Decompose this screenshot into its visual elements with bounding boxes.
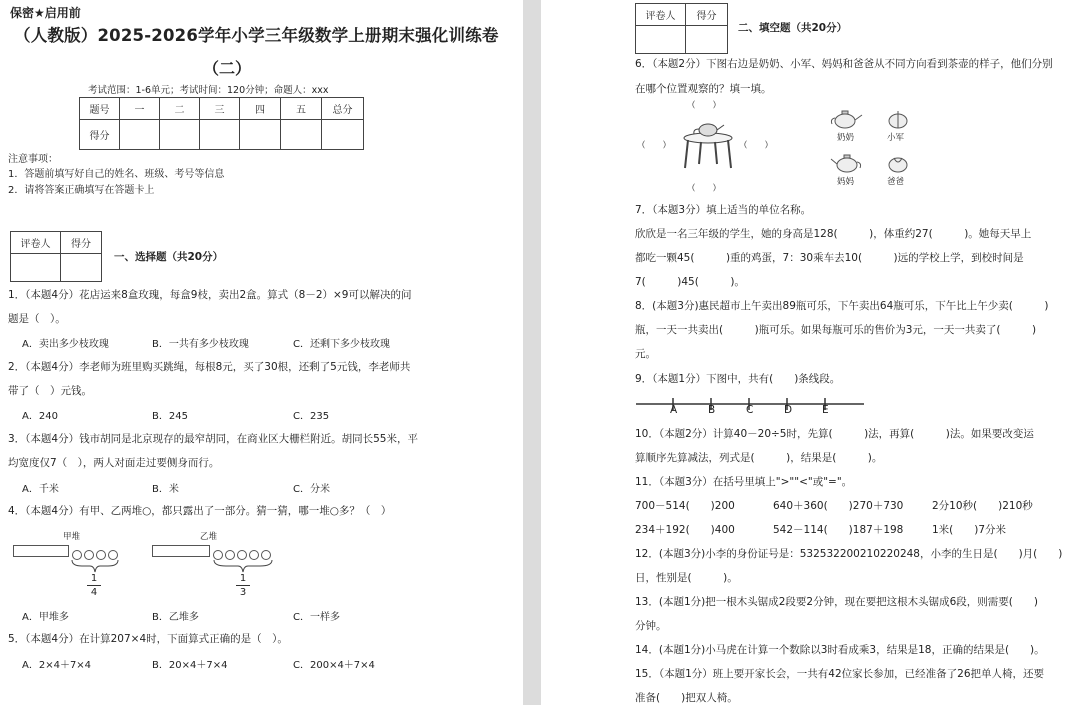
pile-jia-label: 甲堆 <box>63 532 81 542</box>
pile-yi-label: 乙堆 <box>200 532 218 542</box>
question-13-text: 分钟。 <box>635 620 667 632</box>
confidential-label: 保密★启用前 <box>10 6 81 20</box>
score-row-label: 得分 <box>80 120 120 150</box>
question-2-text: 2．（本题4分）李老师为班里购买跳绳，每根8元，买了30根，还剩了5元钱，李老师共 <box>8 361 411 373</box>
question-10-text: 10．（本题2分）计算40－20÷5时，先算( )法，再算( )法。如果要改变运 <box>635 428 1034 440</box>
grader-score-cell[interactable] <box>61 254 102 282</box>
q11-item: 700－514( )200 <box>635 500 735 512</box>
pile-yi-brace-icon <box>212 558 274 574</box>
question-15-text: 准备( )把双人椅。 <box>635 692 738 704</box>
score-cell[interactable] <box>200 120 240 150</box>
question-14-text: 14．(本题1分)小马虎在计算一个数除以3时看成乘3，结果是18，正确的结果是( )。 <box>635 644 1045 656</box>
section-1-title: 一、选择题（共20分） <box>114 251 224 263</box>
question-3-text: 3．（本题4分）钱市胡同是北京现存的最窄胡同，在商业区大栅栏附近。胡同长55米，平 <box>8 433 418 445</box>
question-1-text: 题是（ ）。 <box>8 313 66 325</box>
score-table-header: 四 <box>240 98 281 120</box>
question-8-text: 8．(本题3分)惠民超市上午卖出89瓶可乐，下午卖出64瓶可乐，下午比上午少卖( ) <box>635 300 1049 312</box>
q2-option-a[interactable]: A．240 <box>22 411 58 422</box>
question-15-text: 15．（本题1分）班上要开家长会，一共有42位家长参加，已经准备了26把单人椅，还要 <box>635 668 1045 680</box>
fraction-bar <box>236 585 250 586</box>
question-7-text: 7( )45( )。 <box>635 276 745 288</box>
teapot-view-icon <box>886 152 910 174</box>
fraction-numerator: 1 <box>90 573 98 584</box>
point-label: A <box>670 404 678 416</box>
question-11-text: 11．（本题3分）在括号里填上">""<"或"="。 <box>635 476 853 488</box>
fraction-numerator: 1 <box>239 573 247 584</box>
q11-item: 234＋192( )400 <box>635 524 735 536</box>
pile-jia-brace-icon <box>70 558 120 574</box>
question-6-text: 在哪个位置观察的？填一填。 <box>635 83 772 95</box>
q6-blank-right[interactable]: （ ） <box>739 141 774 151</box>
q2-option-c[interactable]: C．235 <box>293 411 330 422</box>
question-5-text: 5．（本题4分）在计算207×4时，下面算式正确的是（ ）。 <box>8 633 288 645</box>
question-8-text: 元。 <box>635 348 656 360</box>
question-10-text: 算顺序先算减法，列式是( )，结果是( )。 <box>635 452 883 464</box>
score-table-header: 二 <box>160 98 200 120</box>
view-label-dad: 爸爸 <box>887 177 905 187</box>
q6-blank-bottom[interactable]: （ ） <box>687 184 722 194</box>
question-9-text: 9．（本题1分）下图中，共有( )条线段。 <box>635 373 841 385</box>
question-3-text: 均宽度仅7（ ），两人对面走过要侧身而行。 <box>8 457 220 469</box>
q11-item: 640＋360( )270＋730 <box>773 500 904 512</box>
question-13-text: 13．(本题1分)把一根木头锯成2段要2分钟，现在要把这根木头锯成6段，则需要( ) <box>635 596 1038 608</box>
question-6-text: 6．（本题2分）下图右边是奶奶、小军、妈妈和爸爸从不同方向看到茶壶的样子，他们分别 <box>635 58 1053 70</box>
question-2-text: 带了（ ）元钱。 <box>8 385 92 397</box>
exam-title: （人教版）2025-2026学年小学三年级数学上册期末强化训练卷 <box>14 26 499 45</box>
q4-option-b[interactable]: B．乙堆多 <box>152 612 199 623</box>
q5-option-b[interactable]: B．20×4＋7×4 <box>152 660 228 671</box>
grader-cell[interactable] <box>636 26 686 54</box>
q11-item: 542－114( )187＋198 <box>773 524 904 536</box>
teapot-on-stool-icon <box>681 118 735 172</box>
point-label: C <box>746 404 754 416</box>
point-label: D <box>784 404 793 416</box>
score-table-header: 总分 <box>322 98 364 120</box>
score-table-header: 一 <box>120 98 160 120</box>
q6-blank-top[interactable]: （ ） <box>687 101 722 111</box>
score-table <box>79 97 364 150</box>
grader-score-label: 得分 <box>686 4 728 26</box>
fraction-denominator: 4 <box>90 587 98 598</box>
question-7-text: 都吃一颗45( )重的鸡蛋，7：30乘车去10( )远的学校上学，到校时间是 <box>635 252 1024 264</box>
question-12-text: 日，性别是( )。 <box>635 572 738 584</box>
q6-blank-left[interactable]: （ ） <box>637 141 672 151</box>
note-item: 1．答题前填写好自己的姓名、班级、考号等信息 <box>8 169 225 180</box>
question-7-text: 7．（本题3分）填上适当的单位名称。 <box>635 204 812 216</box>
score-cell[interactable] <box>281 120 322 150</box>
score-cell[interactable] <box>240 120 281 150</box>
q1-option-c[interactable]: C．还剩下多少枝玫瑰 <box>293 339 390 350</box>
grader-label: 评卷人 <box>636 4 686 26</box>
teapot-view-icon <box>886 108 910 130</box>
grader-box <box>635 3 728 54</box>
q3-option-b[interactable]: B．米 <box>152 484 179 495</box>
section-2-title: 二、填空题（共20分） <box>738 22 848 34</box>
pile-yi-hidden-bar <box>152 545 210 557</box>
question-8-text: 瓶，一天一共卖出( )瓶可乐。如果每瓶可乐的售价为3元，一天一共卖了( ) <box>635 324 1037 336</box>
page-gutter <box>523 0 541 705</box>
fraction-jia <box>87 573 101 598</box>
teapot-view-icon <box>829 108 865 130</box>
view-label-xiaojun: 小军 <box>887 133 905 143</box>
score-table-header: 三 <box>200 98 240 120</box>
left-page <box>0 0 523 705</box>
grader-score-cell[interactable] <box>686 26 728 54</box>
exam-subtitle: （二） <box>203 59 252 78</box>
pile-jia-hidden-bar <box>13 545 69 557</box>
grader-cell[interactable] <box>11 254 61 282</box>
q11-item: 2分10秒( )210秒 <box>932 500 1033 512</box>
score-cell[interactable] <box>322 120 364 150</box>
score-cell[interactable] <box>160 120 200 150</box>
grader-score-label: 得分 <box>61 232 102 254</box>
fraction-bar <box>87 585 101 586</box>
q2-option-b[interactable]: B．245 <box>152 411 188 422</box>
score-table-header: 五 <box>281 98 322 120</box>
point-label: E <box>822 404 829 416</box>
score-table-header: 题号 <box>80 98 120 120</box>
q1-option-a[interactable]: A．卖出多少枝玫瑰 <box>22 339 109 350</box>
note-item: 2．请将答案正确填写在答题卡上 <box>8 185 155 196</box>
question-1-text: 1．（本题4分）花店运来8盒玫瑰，每盒9枝，卖出2盒。算式（8－2）×9可以解决的问 <box>8 289 412 301</box>
question-7-text: 欣欣是一名三年级的学生，她的身高是128( )，体重约27( )。她每天早上 <box>635 228 1032 240</box>
q5-option-a[interactable]: A．2×4＋7×4 <box>22 660 92 671</box>
q4-option-c[interactable]: C．一样多 <box>293 612 340 623</box>
fraction-denominator: 3 <box>239 587 247 598</box>
q3-option-c[interactable]: C．分米 <box>293 484 330 495</box>
grader-box <box>10 231 102 282</box>
score-cell[interactable] <box>120 120 160 150</box>
q5-option-c[interactable]: C．200×4＋7×4 <box>293 660 375 671</box>
question-12-text: 12．(本题3分)小李的身份证号是：532532200210220248，小李的生日是( )月( ) <box>635 548 1063 560</box>
grader-label: 评卷人 <box>11 232 61 254</box>
right-page <box>541 0 1080 705</box>
notes-heading: 注意事项： <box>8 154 58 165</box>
question-4-text: 4．（本题4分）有甲、乙两堆○，都只露出了一部分。猜一猜，哪一堆○多？（ ） <box>8 505 392 517</box>
q4-option-a[interactable]: A．甲堆多 <box>22 612 69 623</box>
q3-option-a[interactable]: A．千米 <box>22 484 59 495</box>
view-label-mom: 妈妈 <box>837 177 855 187</box>
q1-option-b[interactable]: B．一共有多少枝玫瑰 <box>152 339 249 350</box>
teapot-view-icon <box>829 152 865 174</box>
view-label-grandma: 奶奶 <box>837 133 855 143</box>
q11-item: 1米( )7分米 <box>932 524 1007 536</box>
point-label: B <box>708 404 716 416</box>
exam-info: 考试范围：1-6单元；考试时间：120分钟；命题人：xxx <box>88 85 329 96</box>
fraction-yi <box>236 573 250 598</box>
